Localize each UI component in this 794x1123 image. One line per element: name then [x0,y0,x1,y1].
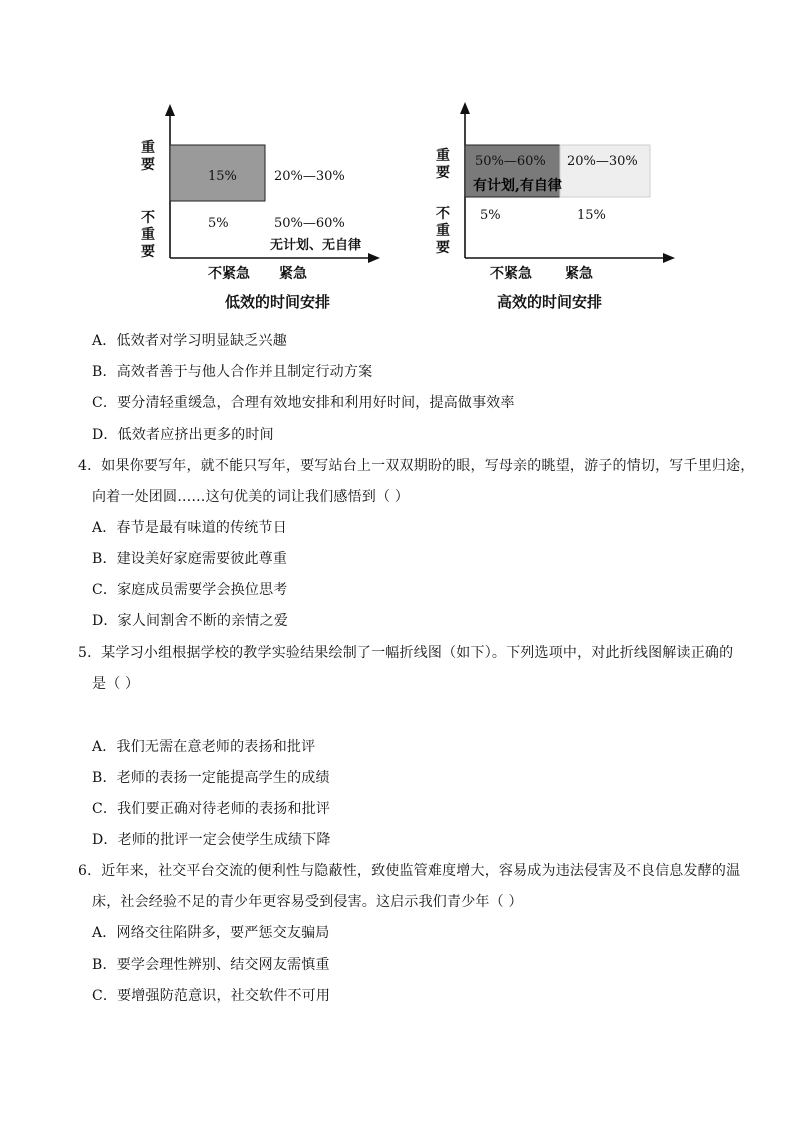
y-label-important: 重 要 [436,148,450,181]
right-secondary-box [560,145,650,197]
y-label-important: 重 要 [141,140,155,173]
q4-option-a: A．春节是最有味道的传统节日 [92,520,287,536]
right-bottom-right-value: 15% [577,208,606,223]
q5-option-d: D．老师的批评一定会使学生成绩下降 [92,832,331,848]
left-box-label: 15% [208,169,237,184]
q3-option-d: D．低效者应挤出更多的时间 [92,427,274,443]
low-efficiency-time-diagram [140,100,400,320]
y-label-not-important: 不 重 要 [141,210,155,260]
left-caption: 低效的时间安排 [225,293,331,311]
x-label-urgent: 紧急 [279,266,307,282]
left-diagram-axes [140,100,400,320]
q6-stem-line1: 6．近年来，社交平台交流的便利性与隐蔽性，致使监管难度增大，容易成为违法侵害及不良信息发酵的温 [78,863,741,879]
x-label-not-urgent: 不紧急 [208,266,250,282]
q6-stem-line2: 床，社会经验不足的青少年更容易受到侵害。这启示我们青少年（ ） [92,894,523,910]
q5-option-a: A．我们无需在意老师的表扬和批评 [92,739,316,755]
right-box-note: 有计划,有自律 [473,178,562,194]
q6-option-a: A．网络交往陷阱多，要严惩交友骗局 [92,925,330,941]
q5-option-b: B．老师的表扬一定能提高学生的成绩 [92,770,330,786]
q4-option-d: D．家人间割舍不断的亲情之爱 [92,613,289,629]
q5-stem-line1: 5．某学习小组根据学校的教学实验结果绘制了一幅折线图（如下）。下列选项中，对此折线图解读正确的 [78,645,734,661]
x-label-urgent: 紧急 [565,266,593,282]
y-label-not-important: 不 重 要 [436,206,450,256]
q6-option-c: C．要增强防范意识，社交软件不可用 [92,988,331,1004]
q4-option-b: B．建设美好家庭需要彼此尊重 [92,551,288,567]
x-label-not-urgent: 不紧急 [490,266,532,282]
left-top-right-value: 20%—30% [274,169,345,184]
left-bottom-left-value: 5% [208,216,229,231]
right-caption: 高效的时间安排 [497,293,603,311]
right-bottom-left-value: 5% [480,208,501,223]
left-bottom-right-note: 无计划、无自律 [270,238,362,253]
q4-stem-line1: 4．如果你要写年，就不能只写年，要写站台上一双双期盼的眼，写母亲的眺望，游子的情切，写千里归途， [78,458,755,474]
right-box-label: 50%—60% [475,154,546,169]
left-bottom-right-value: 50%—60% [274,216,345,231]
q4-option-c: C．家庭成员需要学会换位思考 [92,582,288,598]
q5-option-c: C．我们要正确对待老师的表扬和批评 [92,801,331,817]
q3-option-a: A．低效者对学习明显缺乏兴趣 [92,333,287,349]
right-diagram-axes [435,100,695,320]
right-top-right-value: 20%—30% [567,154,638,169]
q4-stem-line2: 向着一处团圆……这句优美的词让我们感悟到（ ） [92,489,410,505]
q3-option-c: C．要分清轻重缓急，合理有效地安排和利用好时间，提高做事效率 [92,395,515,411]
q6-option-b: B．要学会理性辨别、结交网友需慎重 [92,957,330,973]
q5-stem-line2: 是（ ） [92,676,140,692]
q3-option-b: B．高效者善于与他人合作并且制定行动方案 [92,364,373,380]
high-efficiency-time-diagram [435,100,695,320]
